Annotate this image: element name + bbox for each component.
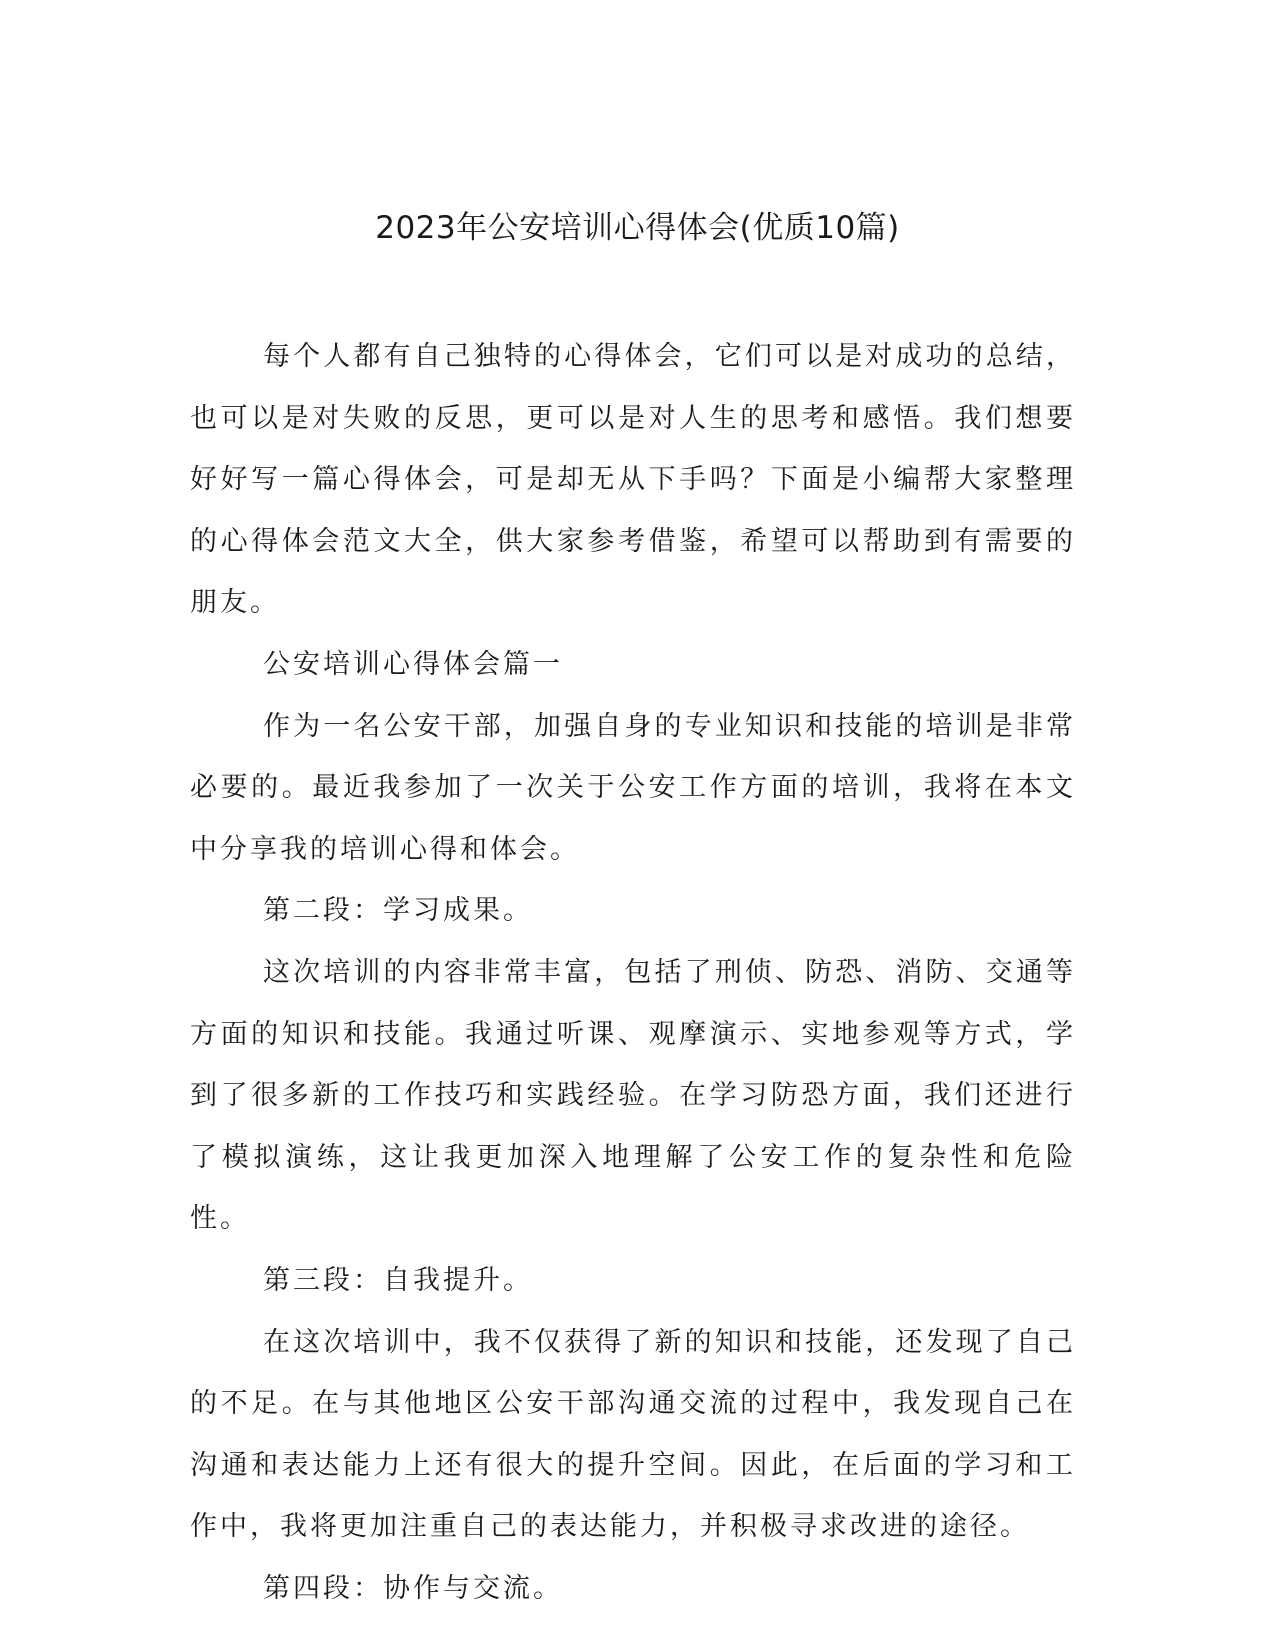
document-body (190, 326, 1076, 1619)
section-heading-paragraph-four: 第四段：协作与交流。 (263, 1572, 563, 1604)
body-paragraph: 这次培训的内容非常丰富，包括了刑侦、防恐、消防、交通等方面的知识和技能。我通过听课、观摩演示、实地参观等方式，学到了很多新的工作技巧和实践经验。在学习防恐方面，我们还进行了模拟演练，这让我更加深入地理解了公安工作的复杂性和危险性。 (190, 956, 1076, 1235)
document-title: 2023年公安培训心得体会(优质10篇) (375, 210, 900, 246)
body-paragraph: 在这次培训中，我不仅获得了新的知识和技能，还发现了自己的不足。在与其他地区公安干部沟通交流的过程中，我发现自己在沟通和表达能力上还有很大的提升空间。因此，在后面的学习和工作中，我将更加注重自己的表达能力，并积极寻求改进的途径。 (190, 1326, 1076, 1543)
section-heading-paragraph-two: 第二段：学习成果。 (263, 895, 533, 927)
body-paragraph: 作为一名公安干部，加强自身的专业知识和技能的培训是非常必要的。最近我参加了一次关于公安工作方面的培训，我将在本文中分享我的培训心得和体会。 (190, 710, 1076, 865)
section-heading-paragraph-three: 第三段：自我提升。 (263, 1264, 533, 1296)
intro-paragraph: 每个人都有自己独特的心得体会，它们可以是对成功的总结，也可以是对失败的反思，更可以是对人生的思考和感悟。我们想要好好写一篇心得体会，可是却无从下手吗？下面是小编帮大家整理的心得体会范文大全，供大家参考借鉴，希望可以帮助到有需要的朋友。 (190, 341, 1076, 619)
section-heading-part-one: 公安培训心得体会篇一 (263, 648, 563, 680)
